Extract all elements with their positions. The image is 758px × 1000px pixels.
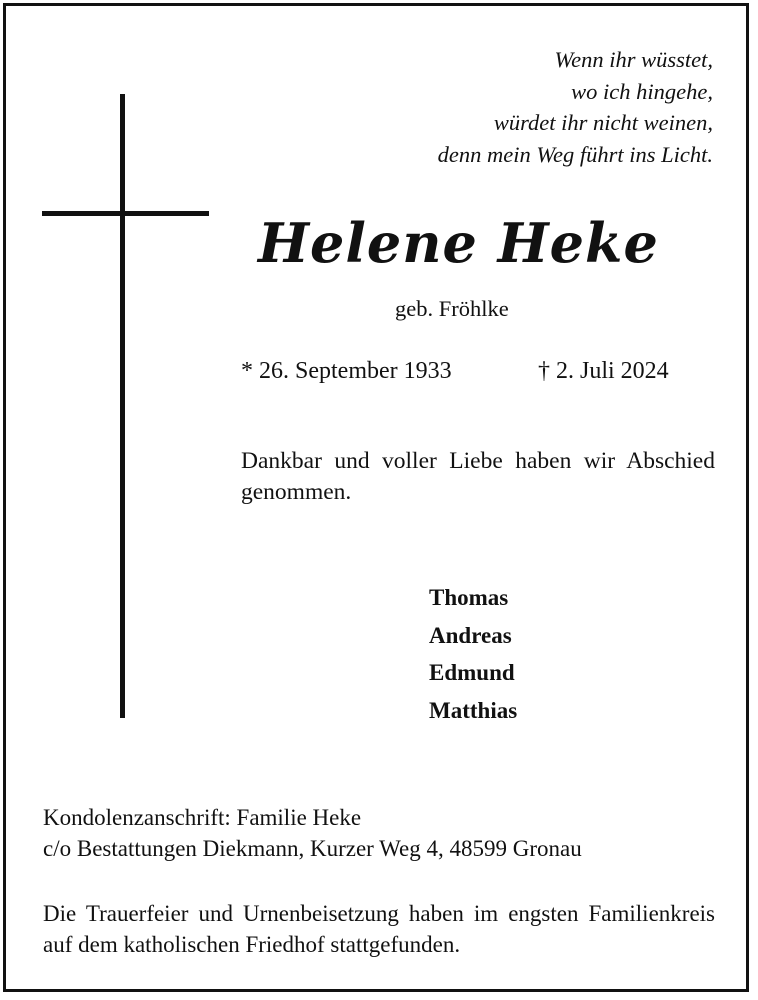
condolence-address: [43, 802, 582, 864]
poem-line: denn mein Weg führt ins Licht.: [437, 141, 713, 167]
condolence-line: c/o Bestattungen Diekmann, Kurzer Weg 4, 48599 Gronau: [43, 836, 582, 861]
birth-date: * 26. September 1933: [241, 358, 452, 384]
mourner-name: Thomas: [429, 585, 509, 610]
cross-horizontal-bar: [42, 211, 209, 216]
farewell-message: Dankbar und voller Liebe haben wir Abschied genommen.: [241, 448, 715, 505]
maiden-name: geb. Fröhlke: [395, 296, 509, 321]
poem-line: Wenn ihr wüsstet,: [554, 47, 713, 72]
poem-line: würdet ihr nicht weinen,: [493, 110, 713, 135]
death-date: † 2. Juli 2024: [538, 358, 669, 384]
mourner-name: Edmund: [429, 660, 515, 685]
condolence-line: Kondolenzanschrift: Familie Heke: [43, 805, 362, 830]
mourner-name: Matthias: [429, 697, 518, 723]
cross-vertical-bar: [120, 94, 125, 718]
mourners-list: [429, 579, 517, 729]
deceased-name: Helene Heke: [258, 211, 659, 275]
poem-line: wo ich hingehe,: [571, 78, 713, 104]
funeral-notice: Die Trauerfeier und Urnenbeisetzung haben im engsten Familienkreis auf dem katholischen Friedhof stattgefunden.: [43, 901, 715, 957]
poem: [438, 44, 713, 170]
mourner-name: Andreas: [429, 622, 512, 648]
